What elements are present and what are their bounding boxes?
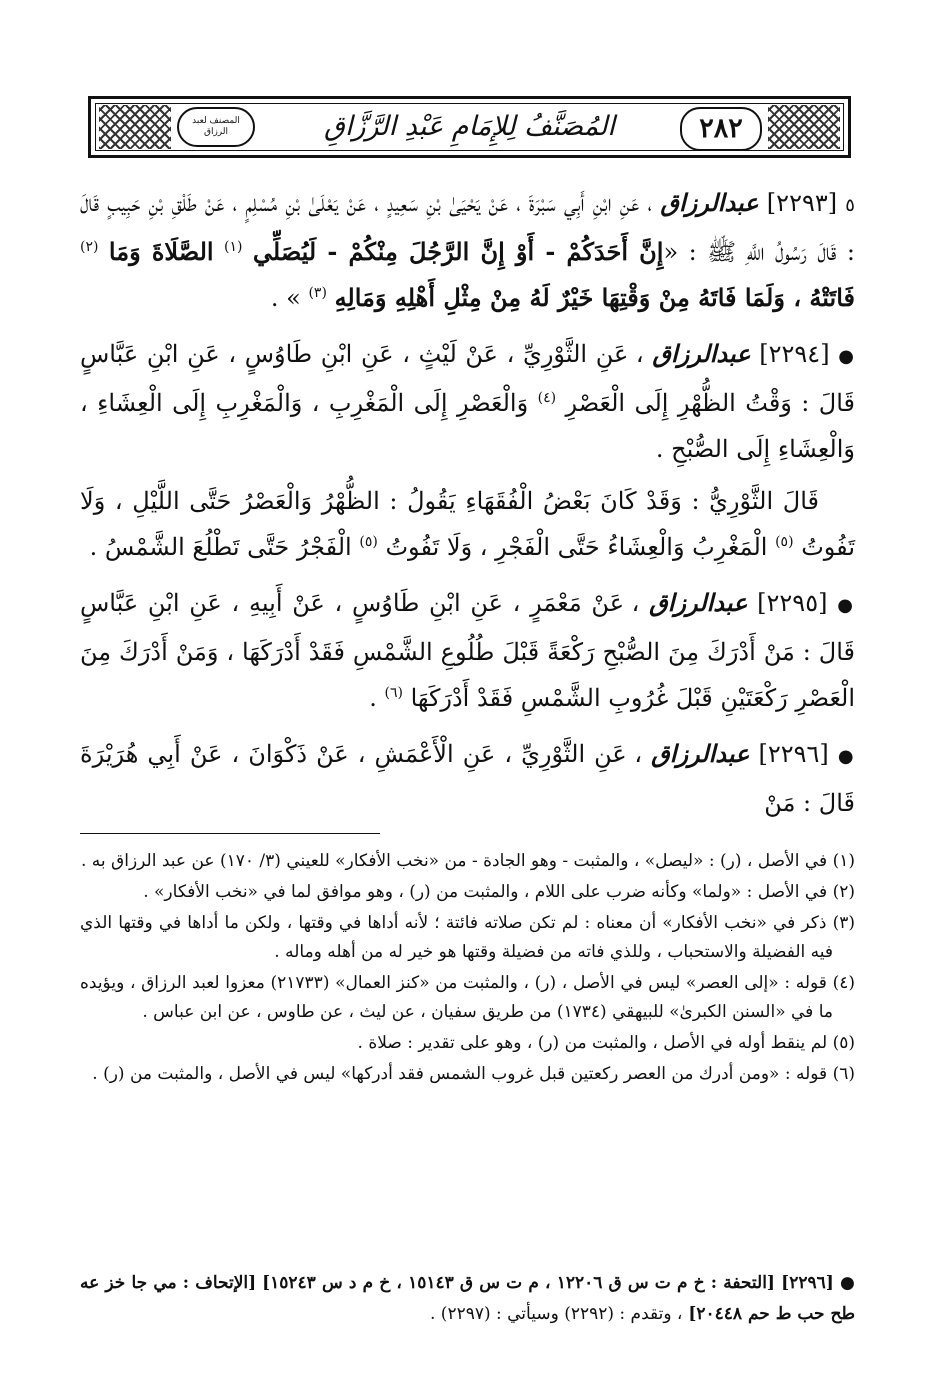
hadith-text: وَالْعَصْرِ إِلَى الْمَغْرِبِ ، وَالْمَغْرِبِ إِلَى الْعِشَاءِ ، وَالْعِشَاءِ إِلَى الصُّبْحِ .	[80, 389, 855, 463]
footnote-ref[interactable]: (١)	[224, 239, 243, 255]
main-text	[80, 180, 855, 830]
hadith-marker: ٥	[845, 195, 855, 216]
footnote-4: (٤) قوله : «إلى العصر» ليس في الأصل ، (ر) ، والمثبت من «كنز العمال» (٢١٧٣٣) معزوا لعبد الرزاق ، ويؤيده ما في «السنن الكبرىٰ» للبيهقي (١٧٣٤) من طريق سفيان ، عن ليث ، عن طاوس ، عن ابن عباس .	[80, 973, 855, 1022]
comment-text: الْفَجْرُ حَتَّى تَطْلُعَ الشَّمْسُ .	[89, 533, 352, 561]
hadith-number: [٢٢٩٤]	[759, 340, 830, 368]
footnote-ref[interactable]: (٥)	[359, 534, 378, 550]
references-line: ، وتقدم : (٢٢٩٢) وسيأتي : (٢٢٩٧) .	[429, 1304, 683, 1324]
hadith-text: .	[369, 684, 377, 712]
footnote-ref[interactable]: (٥)	[775, 534, 794, 550]
footnote-ref[interactable]: (٣)	[308, 285, 327, 301]
hadith-author: عبدالرزاق	[660, 188, 759, 217]
hadith-2296	[80, 731, 855, 826]
thawri-comment	[80, 478, 855, 570]
hadith-quote: فَاتَتْهُ ، وَلَمَا فَاتَهُ مِنْ وَقْتِهَا خَيْرٌ لَهُ مِنْ مِثْلِ أَهْلِهِ وَمَالِهِ	[334, 283, 855, 312]
hadith-marker: ●	[838, 346, 855, 367]
hadith-marker: ●	[837, 746, 855, 767]
references-line: [٢٢٩٦] [التحفة : خ م ت س ق ١٢٢٠٦ ، م ت س ق ١٥١٤٣ ، خ م د س ١٥٢٤٣] [الإتحاف : مي جا خز عه طح حب ط حم ٢٠٤٤٨]	[80, 1273, 855, 1324]
hadith-2294	[80, 331, 855, 472]
footnote-ref[interactable]: (٦)	[384, 685, 403, 701]
hadith-text: ، عَنِ ابْنِ أَبِي سَبْرَةَ ، عَنْ يَحْيَىٰ بْنِ سَعِيدٍ ، عَنْ يَعْلَىٰ بْنِ مُسْلِمٍ ، عَنْ طَلْقِ بْنِ حَبِيبٍ قَالَ : قَالَ رَسُولُ اللَّهِ ﷺ : «	[80, 189, 855, 266]
hadith-author: عبدالرزاق	[649, 588, 748, 617]
comment-text: الْمَغْرِبُ وَالْعِشَاءُ حَتَّى الْفَجْرِ ، وَلَا تَفُوتُ	[385, 533, 768, 561]
hadith-text: ، عَنِ الثَّوْرِيِّ ، عَنِ الْأَعْمَشِ ، عَنْ ذَكْوَانَ ، عَنْ أَبِي هُرَيْرَةَ قَالَ : مَنْ	[80, 740, 855, 817]
hadith-2293	[80, 180, 855, 321]
footnote-2: (٢) في الأصل : «ولما» وكأنه ضرب على اللام ، والمثبت من (ر) ، وهو موافق لما في «نخب الأفكار» .	[143, 882, 855, 902]
hadith-text: » .	[270, 284, 301, 312]
footnote-ref[interactable]: (٤)	[537, 390, 557, 406]
page-number: ٢٨٢	[680, 107, 762, 151]
footnote-divider	[80, 833, 380, 834]
header-ornament-left	[99, 105, 171, 149]
book-title: المُصَنَّفُ لِلإِمَامِ عَبْدِ الرَّزَّاقِ	[324, 111, 615, 142]
hadith-marker: ●	[837, 595, 855, 616]
footnote-3: (٣) ذكر في «نخب الأفكار» أن معناه : لم تكن صلاته فائتة ؛ لأنه أداها في وقتها ، ولكن ما أداها في وقتها الذي فيه الفضيلة والاستحباب ، وللذي فاته من فضيلة وقتها هو خير له من أهله وماله .	[80, 913, 855, 962]
page-header	[88, 96, 851, 158]
book-badge: المصنف لعبد الرزاق	[177, 107, 255, 147]
cross-references	[80, 1268, 855, 1330]
header-ornament-right	[768, 105, 840, 149]
footnote-6: (٦) قوله : «ومن أدرك من العصر ركعتين قبل غروب الشمس فقد أدركها» ليس في الأصل ، والمثبت من (ر) .	[92, 1064, 855, 1084]
footnote-1: (١) في الأصل ، (ر) : «ليصل» ، والمثبت - وهو الجادة - من «نخب الأفكار» للعيني (٣/ ١٧٠) عن عبد الرزاق به .	[81, 851, 855, 871]
hadith-quote: إِنَّ أَحَدَكُمْ - أَوْ إِنَّ الرَّجُلَ مِنْكُمْ - لَيُصَلِّي	[252, 237, 664, 266]
hadith-number: [٢٢٩٥]	[757, 589, 828, 617]
hadith-number: [٢٢٩٣]	[766, 189, 838, 217]
comment-text: قَالَ الثَّوْرِيُّ : وَقَدْ كَانَ بَعْضُ الْفُقَهَاءِ يَقُولُ : الظُّهْرُ وَالْعَصْرُ حَتَّى اللَّيْلِ ، وَلَا تَفُوتُ	[80, 487, 855, 561]
footnotes	[80, 847, 855, 1091]
references-bullet: ●	[839, 1273, 856, 1293]
hadith-author: عبدالرزاق	[652, 339, 751, 368]
hadith-text: ، عَنْ مَعْمَرٍ ، عَنِ ابْنِ طَاوُسٍ ، عَنْ أَبِيهِ ، عَنِ ابْنِ عَبَّاسٍ قَالَ : مَنْ أَدْرَكَ مِنَ الصُّبْحِ رَكْعَةً قَبْلَ طُلُوعِ الشَّمْسِ فَقَدْ أَدْرَكَهَا ، وَمَنْ أَدْرَكَ مِنَ الْعَصْرِ رَكْعَتَيْنِ قَبْلَ غُرُوبِ الشَّمْسِ فَقَدْ أَدْرَكَهَا	[80, 589, 855, 712]
hadith-quote: الصَّلَاةَ وَمَا	[108, 237, 214, 266]
footnote-ref[interactable]: (٢)	[80, 239, 99, 255]
footnote-5: (٥) لم ينقط أوله في الأصل ، والمثبت من (ر) ، وهو على تقدير : صلاة .	[357, 1033, 855, 1053]
hadith-number: [٢٢٩٦]	[758, 740, 829, 768]
hadith-author: عبدالرزاق	[651, 739, 750, 768]
hadith-text: ، عَنِ الثَّوْرِيِّ ، عَنْ لَيْثٍ ، عَنِ ابْنِ طَاوُسٍ ، عَنِ ابْنِ عَبَّاسٍ قَالَ : وَقْتُ الظُّهْرِ إِلَى الْعَصْرِ	[80, 340, 855, 417]
hadith-2295	[80, 580, 855, 721]
